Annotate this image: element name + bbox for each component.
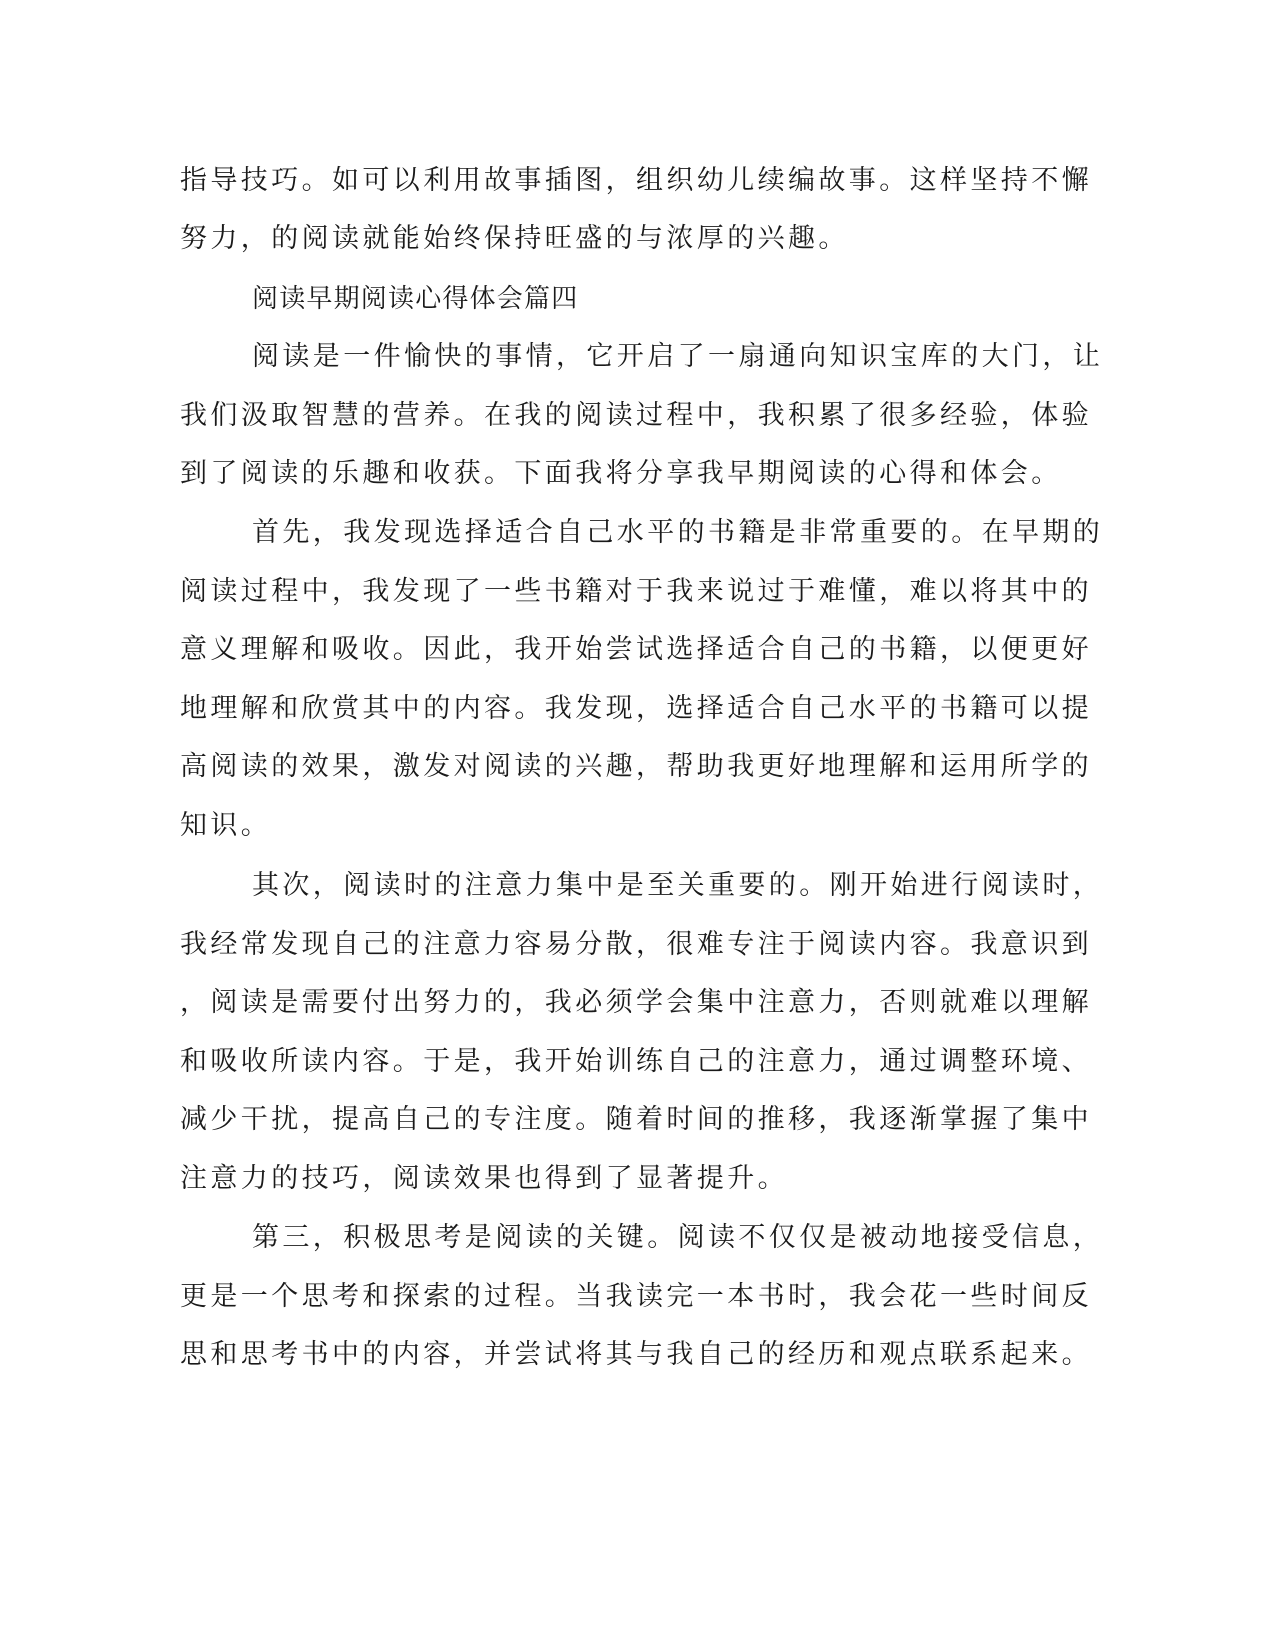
text-line: 首先，我发现选择适合自己水平的书籍是非常重要的。在早期的 xyxy=(252,517,1104,548)
text-line: 其次，阅读时的注意力集中是至关重要的。刚开始进行阅读时， xyxy=(252,870,1104,901)
text-line: 阅读过程中，我发现了一些书籍对于我来说过于难懂，难以将其中的 xyxy=(180,576,1092,607)
text-line: 指导技巧。如可以利用故事插图，组织幼儿续编故事。这样坚持不懈 xyxy=(180,165,1092,196)
text-line: 和吸收所读内容。于是，我开始训练自己的注意力，通过调整环境、 xyxy=(180,1046,1092,1077)
text-line: 第三，积极思考是阅读的关键。阅读不仅仅是被动地接受信息， xyxy=(252,1222,1104,1253)
text-line: 思和思考书中的内容，并尝试将其与我自己的经历和观点联系起来。 xyxy=(180,1339,1092,1370)
text-line: 我们汲取智慧的营养。在我的阅读过程中，我积累了很多经验，体验 xyxy=(180,400,1092,431)
text-line: 更是一个思考和探索的过程。当我读完一本书时，我会花一些时间反 xyxy=(180,1281,1092,1312)
text-line: 我经常发现自己的注意力容易分散，很难专注于阅读内容。我意识到 xyxy=(180,929,1092,960)
text-line: 知识。 xyxy=(180,810,272,841)
text-line: 高阅读的效果，激发对阅读的兴趣，帮助我更好地理解和运用所学的 xyxy=(180,751,1092,782)
text-line: 到了阅读的乐趣和收获。下面我将分享我早期阅读的心得和体会。 xyxy=(180,458,1062,489)
section-heading: 阅读早期阅读心得体会篇四 xyxy=(252,284,579,314)
text-line: 意义理解和吸收。因此，我开始尝试选择适合自己的书籍，以便更好 xyxy=(180,634,1092,665)
text-line: ，阅读是需要付出努力的，我必须学会集中注意力，否则就难以理解 xyxy=(180,987,1092,1018)
text-line: 努力，的阅读就能始终保持旺盛的与浓厚的兴趣。 xyxy=(180,223,849,254)
text-line: 地理解和欣赏其中的内容。我发现，选择适合自己水平的书籍可以提 xyxy=(180,693,1092,724)
text-line: 减少干扰，提高自己的专注度。随着时间的推移，我逐渐掌握了集中 xyxy=(180,1104,1092,1135)
text-line: 阅读是一件愉快的事情，它开启了一扇通向知识宝库的大门，让 xyxy=(252,341,1104,372)
text-line: 注意力的技巧，阅读效果也得到了显著提升。 xyxy=(180,1163,788,1194)
